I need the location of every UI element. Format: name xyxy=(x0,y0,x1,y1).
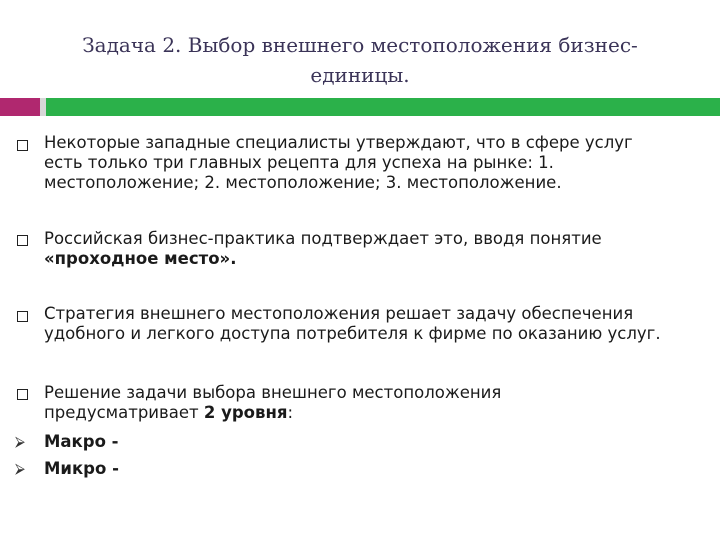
title-line-1: Задача 2. Выбор внешнего местоположения бизнес- xyxy=(82,33,638,57)
hollow-square-icon xyxy=(17,389,28,400)
sub-bullet-label-text: Микро - xyxy=(44,459,119,478)
sub-bullet-label xyxy=(44,459,704,479)
title-line-2: единицы. xyxy=(310,63,410,87)
bullet-text-regular: : xyxy=(287,403,294,422)
bullet-text: Стратегия внешнего местоположения решает задачу обеспечения удобного и легкого доступа потребителя к фирме по оказанию услуг. xyxy=(44,304,661,343)
sub-bullet-label-text: Макро - xyxy=(44,432,119,451)
hollow-square-icon xyxy=(17,140,28,151)
arrow-bullet-icon: ⮚ xyxy=(15,434,25,450)
bullet-text: Некоторые западные специалисты утверждают, что в сфере услуг есть только три главных рецепта для успеха на рынке: 1. местоположение; 2. местоположение; 3. местоположение. xyxy=(44,133,633,192)
hollow-square-icon xyxy=(17,235,28,246)
bullet-text-regular: Российская бизнес-практика подтверждает это, вводя понятие xyxy=(44,229,602,248)
bullet-text xyxy=(44,383,704,423)
hollow-square-icon xyxy=(17,311,28,322)
sub-bullet-label xyxy=(44,432,704,452)
bullet-text-bold: 2 уровня xyxy=(203,403,288,422)
bullet-text xyxy=(44,229,704,269)
arrow-bullet-icon: ⮚ xyxy=(15,461,25,477)
bullet-text-bold: «проходное место». xyxy=(44,249,237,268)
bullet-text-regular: Решение задачи выбора внешнего местоположения предусматривает xyxy=(44,383,502,422)
